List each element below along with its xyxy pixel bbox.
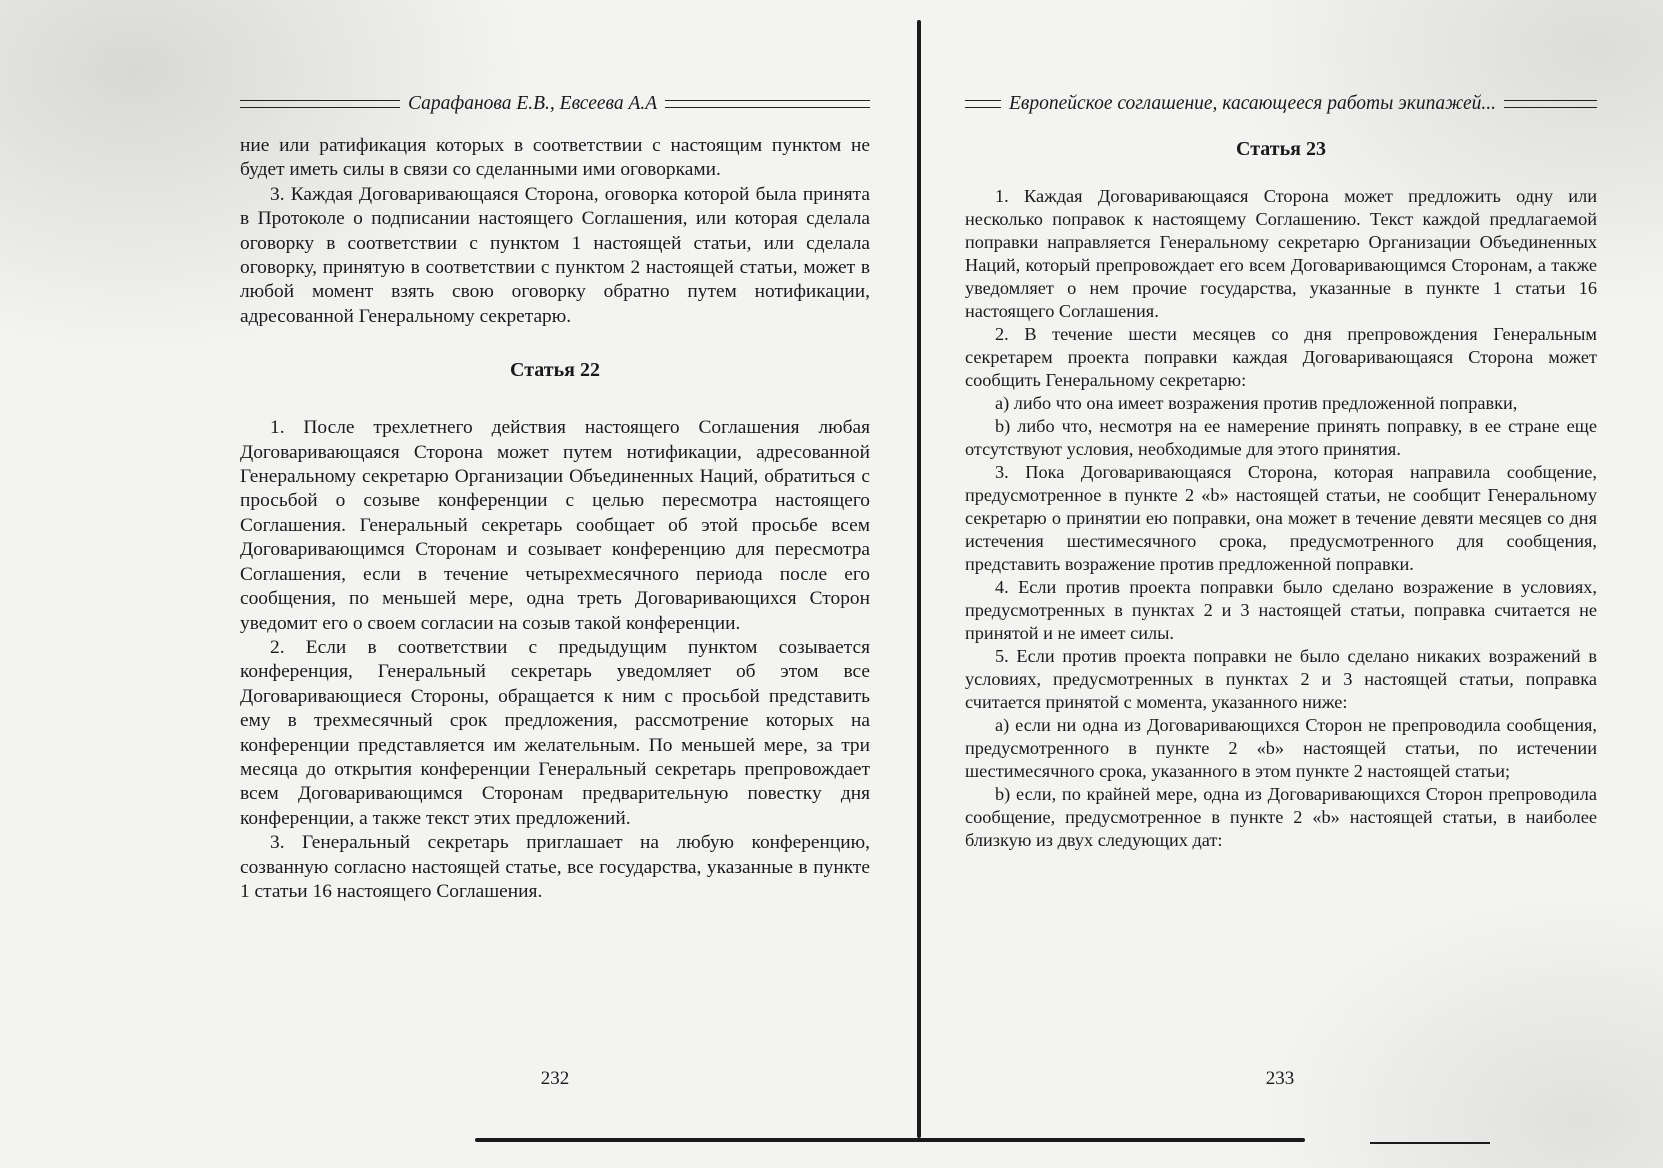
article-title-23: Статья 23: [1236, 138, 1326, 160]
article-title-22: Статья 22: [510, 359, 600, 382]
book-gutter: [917, 20, 921, 1138]
right-page: [965, 88, 1597, 852]
paragraph: 5. Если против проекта поправки не было сделано никаких возражений в условиях, предусмотренных в пунктах 2 и 3 настоящей статьи, поправка считается принятой с момента, указанного ниже:: [965, 646, 1597, 712]
paragraph: 3. Пока Договаривающаяся Сторона, которая направила сообщение, предусмотренное в пункте 2 «b» настоящей статьи, не сообщит Генеральному секретарю о принятии ею поправки, она может в течение девяти месяцев со дня истечения шестимесячного срока, предусмотренного для сообщения, представить возражение против предложенной поправки.: [965, 462, 1597, 574]
paragraph: 4. Если против проекта поправки было сделано возражение в условиях, предусмотренных в пунктах 2 и 3 настоящей статьи, поправка считается не принятой и не имеет силы.: [965, 577, 1597, 643]
paragraph: b) либо что, несмотря на ее намерение принять поправку, в ее стране еще отсутствуют условия, необходимые для этого принятия.: [965, 416, 1597, 459]
paragraph: b) если, по крайней мере, одна из Договаривающихся Сторон препроводила сообщение, предусмотренное в пункте 2 «b» настоящей статьи, в наиболее близкую из двух следующих дат:: [965, 784, 1597, 850]
page-number-left: 232: [540, 1068, 570, 1089]
paragraph: 1. После трехлетнего действия настоящего Соглашения любая Договаривающаяся Сторона может путем нотификации, адресованной Генеральному секретарю Организации Объединенных Наций, обратиться с просьбой о созыве конференции с целью пересмотра настоящего Соглашения. Генеральный секретарь сообщает об этой просьбе всем Договаривающимся Сторонам и созывает конференцию для пересмотра Соглашения, если в течение четырехмесячного периода после его сообщения, по меньшей мере, одна треть Договаривающихся Сторон уведомит его о своем согласии на созыв такой конференции.: [240, 417, 870, 634]
right-body: [965, 185, 1597, 852]
paragraph: a) либо что она имеет возражения против предложенной поправки,: [995, 393, 1518, 413]
paragraph: ние или ратификация которых в соответствии с настоящим пунктом не будет иметь силы в связи со сделанными ими оговорками.: [240, 135, 870, 181]
left-running-head-text: Сарафанова Е.В., Евсеева А.А: [408, 93, 658, 114]
right-running-head-text: Европейское соглашение, касающееся работы экипажей...: [1009, 93, 1497, 114]
left-body-top: [240, 134, 870, 329]
head-rule-left: [965, 100, 1001, 108]
head-rule-right: [665, 100, 870, 108]
paragraph: a) если ни одна из Договаривающихся Сторон не препроводила сообщения, предусмотренного в пункте 2 «b» настоящей статьи, по истечении шестимесячного срока, указанного в этом пункте 2 настоящей статьи;: [965, 715, 1597, 781]
paragraph: 2. В течение шести месяцев со дня препровождения Генеральным секретарем проекта поправки каждая Договаривающаяся Сторона может сообщить Генеральному секретарю:: [965, 324, 1597, 390]
left-body-bottom: [240, 416, 870, 904]
page-number-right: 233: [1265, 1068, 1295, 1089]
bottom-binding-line-short: [1370, 1142, 1490, 1144]
head-rule-left: [240, 100, 400, 108]
paragraph: 3. Каждая Договаривающаяся Сторона, оговорка которой была принята в Протоколе о подписании настоящего Соглашения, или которая сделала оговорку в соответствии с пунктом 1 настоящей статьи, или сделала оговорку, принятую в соответствии с пунктом 2 настоящей статьи, может в любой момент взять свою оговорку обратно путем нотификации, адресованной Генеральному секретарю.: [240, 183, 870, 327]
paragraph: 1. Каждая Договаривающаяся Сторона может предложить одну или несколько поправок к настоящему Соглашению. Текст каждой предлагаемой поправки направляется Генеральному секретарю Организации Объединенных Наций, который препровождает его всем Договаривающимся Сторонам, а также уведомляет о нем прочие государства, указанные в пункте 1 статьи 16 настоящего Соглашения.: [965, 186, 1597, 321]
right-running-head: [965, 88, 1597, 120]
head-rule-right: [1504, 100, 1597, 108]
paragraph: 3. Генеральный секретарь приглашает на любую конференцию, созванную согласно настоящей статье, все государства, указанные в пункте 1 статьи 16 настоящего Соглашения.: [240, 832, 870, 902]
paragraph: 2. Если в соответствии с предыдущим пунктом созывается конференция, Генеральный секретарь уведомляет об этом все Договаривающиеся Стороны, обращается к ним с просьбой представить ему в трехмесячный срок предложения, рассмотрение которых на конференции представляется им желательным. По меньшей мере, за три месяца до открытия конференции Генеральный секретарь препровождает всем Договаривающимся Сторонам предварительную повестку дня конференции, а также текст этих предложений.: [240, 636, 870, 829]
left-running-head: [240, 88, 870, 120]
bottom-binding-line: [475, 1138, 1305, 1142]
left-page: [240, 88, 870, 904]
